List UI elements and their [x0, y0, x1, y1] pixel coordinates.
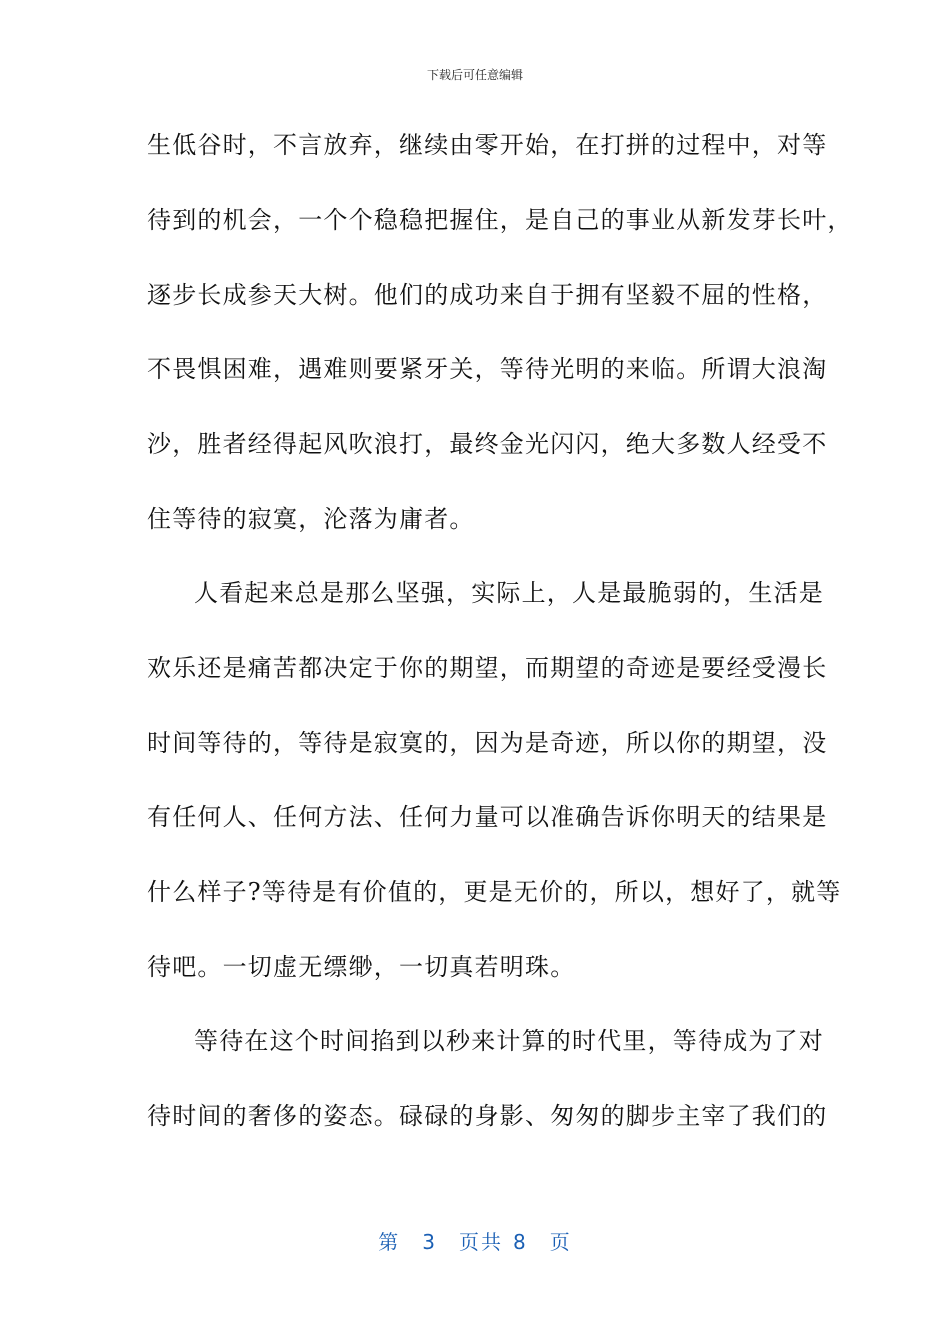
- footer-label-end: 页: [549, 1230, 572, 1254]
- text-line: 待到的机会，一个个稳稳把握住，是自己的事业从新发芽长叶，: [147, 206, 853, 234]
- text-line: 不畏惧困难，遇难则要紧牙关，等待光明的来临。所谓大浪淘: [147, 355, 828, 383]
- text-line: 待吧。一切虚无缥缈，一切真若明珠。: [147, 953, 576, 981]
- text-line: 有任何人、任何方法、任何力量可以准确告诉你明天的结果是: [147, 803, 828, 831]
- text-line: 生低谷时，不言放弃，继续由零开始，在打拼的过程中，对等: [147, 131, 828, 159]
- paragraph-first-line: 等待在这个时间掐到以秒来计算的时代里，等待成为了对: [194, 1027, 824, 1055]
- text-line: 住等待的寂寞，沦落为庸者。: [147, 505, 475, 533]
- page-footer: [0, 1226, 950, 1255]
- total-pages-number: 8: [513, 1230, 528, 1254]
- page-header: 下载后可任意编辑: [426, 68, 523, 82]
- text-line: 沙，胜者经得起风吹浪打，最终金光闪闪，绝大多数人经受不: [147, 430, 828, 458]
- footer-label-of: 页共: [459, 1230, 503, 1254]
- current-page-number: 3: [422, 1230, 437, 1254]
- text-line: 什么样子?等待是有价值的，更是无价的，所以，想好了，就等: [147, 878, 842, 906]
- text-line: 待时间的奢侈的姿态。碌碌的身影、匆匆的脚步主宰了我们的: [147, 1102, 828, 1130]
- text-line: 欢乐还是痛苦都决定于你的期望，而期望的奇迹是要经受漫长: [147, 654, 828, 682]
- paragraph-first-line: 人看起来总是那么坚强，实际上，人是最脆弱的，生活是: [194, 579, 824, 607]
- text-line: 逐步长成参天大树。他们的成功来自于拥有坚毅不屈的性格，: [147, 281, 828, 309]
- footer-label-page: 第: [378, 1230, 401, 1254]
- text-line: 时间等待的，等待是寂寞的，因为是奇迹，所以你的期望，没: [147, 729, 828, 757]
